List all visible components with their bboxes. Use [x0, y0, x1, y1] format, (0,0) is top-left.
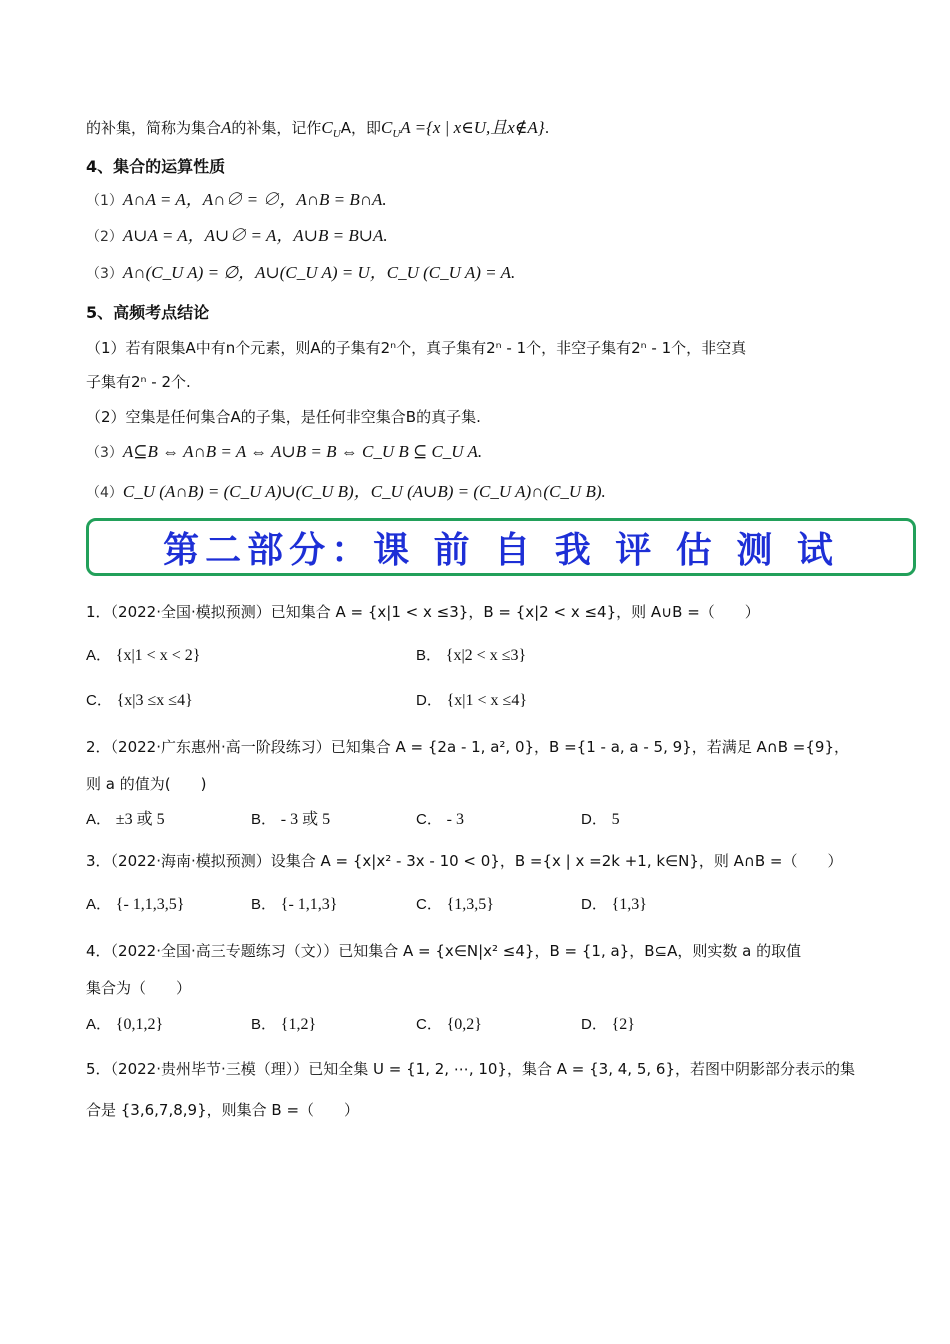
item-label: （3） — [86, 445, 123, 461]
question-text: （2022·广东惠州·高一阶段练习）已知集合 A = {2a - 1, a², 0}，B ={1 - a, a - 5, 9}，若满足 A∩B ={9}， — [110, 738, 849, 756]
section5-item4 — [86, 481, 606, 504]
section5-title: 5、高频考点结论 — [86, 303, 210, 322]
section5-item1-line2: 子集有2ⁿ - 2个. — [86, 373, 191, 391]
question-5-stem-cont: 合是 {3,6,7,8,9}，则集合 B =（ ） — [86, 1101, 360, 1119]
section5-item3 — [86, 441, 482, 464]
question-4-stem — [86, 940, 801, 962]
item-formula: A∪A = A，A∪∅ = A，A∪B = B∪A. — [122, 226, 388, 245]
q1-option-d[interactable] — [416, 689, 527, 712]
section5-item2: （2）空集是任何集合A的子集，是任何非空集合B的真子集. — [86, 408, 481, 426]
intro-formula — [380, 118, 545, 140]
option-value: {- 1,1,3,5} — [115, 896, 185, 913]
section-banner — [86, 518, 916, 576]
option-value: {2} — [611, 1016, 635, 1033]
option-letter: D． — [581, 811, 607, 828]
q4-option-a[interactable] — [86, 1013, 163, 1036]
banner-title: 第二部分：课 前 自 我 评 估 测 试 — [163, 529, 839, 571]
option-letter: C． — [86, 692, 112, 709]
question-text: （2022·海南·模拟预测）设集合 A = {x|x² - 3x - 10 < 0}，B ={x | x =2k +1, k∈N}，则 A∩B =（ ） — [110, 852, 843, 870]
section4-item-3 — [86, 262, 515, 285]
option-letter: C． — [416, 1016, 442, 1033]
question-1-stem — [86, 601, 760, 623]
section5-item1-line1: （1）若有限集A中有n个元素，则A的子集有2ⁿ个，真子集有2ⁿ - 1个，非空子集有2ⁿ - 1个，非空真 — [86, 339, 747, 357]
option-letter: D． — [581, 1016, 607, 1033]
item-label: （1） — [86, 193, 123, 209]
item-formula: A∩A = A，A∩∅ = ∅，A∩B = B∩A. — [122, 190, 387, 209]
item-label: （3） — [86, 266, 123, 282]
item-formula: A∩(C_U A) = ∅，A∪(C_U A) = U，C_U (C_U A) = A. — [122, 263, 516, 282]
option-letter: B． — [251, 896, 277, 913]
section4-item-2 — [86, 225, 388, 248]
formula-sub: U — [392, 128, 401, 140]
question-text: （2022·贵州毕节·三模（理））已知全集 U = {1, 2, ⋯, 10}，集合 A = {3, 4, 5, 6}，若图中阴影部分表示的集 — [110, 1060, 855, 1078]
intro-complement — [321, 118, 341, 140]
question-text: （2022·全国·高三专题练习（文））已知集合 A = {x∈N|x² ≤4}，B = {1, a}，B⊆A，则实数 a 的取值 — [110, 942, 802, 960]
option-value: {x|1 < x ≤4} — [446, 692, 527, 709]
option-value: - 3 或 5 — [280, 811, 331, 828]
q3-option-a[interactable] — [86, 893, 184, 916]
q4-option-d[interactable] — [581, 1013, 635, 1036]
question-number: 2． — [86, 738, 111, 756]
q1-option-b[interactable] — [416, 644, 526, 667]
option-value: 5 — [611, 811, 620, 828]
intro-text-a: 的补集，简称为集合 — [86, 119, 222, 137]
question-number: 4． — [86, 942, 111, 960]
option-value: {0,1,2} — [115, 1016, 164, 1033]
option-value: {- 1,1,3} — [280, 896, 338, 913]
option-letter: A． — [86, 811, 112, 828]
q2-option-b[interactable] — [251, 808, 330, 831]
q4-option-c[interactable] — [416, 1013, 482, 1036]
option-letter: B． — [251, 1016, 277, 1033]
question-number: 1． — [86, 603, 111, 621]
option-value: ±3 或 5 — [115, 811, 165, 828]
item-label: （4） — [86, 485, 123, 501]
complement-c: C — [321, 118, 333, 137]
intro-set-a: A — [221, 118, 232, 137]
intro-end: . — [544, 119, 550, 137]
question-3-stem — [86, 850, 843, 872]
option-letter: A． — [86, 647, 112, 664]
q1-option-c[interactable] — [86, 689, 193, 712]
question-5-stem — [86, 1058, 855, 1080]
q4-option-b[interactable] — [251, 1013, 316, 1036]
question-number: 3． — [86, 852, 111, 870]
option-letter: A． — [86, 896, 112, 913]
formula-c: C — [380, 118, 393, 137]
option-letter: C． — [416, 896, 442, 913]
question-4-stem-cont: 集合为（ ） — [86, 979, 192, 997]
q3-option-b[interactable] — [251, 893, 337, 916]
option-letter: D． — [581, 896, 607, 913]
intro-line — [86, 117, 549, 145]
option-letter: A． — [86, 1016, 112, 1033]
q2-option-c[interactable] — [416, 808, 464, 831]
option-letter: B． — [251, 811, 277, 828]
complement-sub: U — [332, 128, 341, 140]
option-value: {1,3} — [611, 896, 647, 913]
section4-item-1 — [86, 189, 387, 212]
item-label: （2） — [86, 229, 123, 245]
option-value: {1,3,5} — [446, 896, 494, 913]
option-letter: D． — [416, 692, 442, 709]
intro-text-c: A，即 — [340, 119, 381, 137]
item-formula: A⊆B ⇔ A∩B = A ⇔ A∪B = B ⇔ C_U B ⊆ C_U A. — [122, 442, 483, 461]
q3-option-c[interactable] — [416, 893, 494, 916]
section4-title: 4、集合的运算性质 — [86, 157, 226, 176]
q1-option-a[interactable] — [86, 644, 200, 667]
option-letter: B． — [416, 647, 442, 664]
question-number: 5． — [86, 1060, 111, 1078]
option-value: {x|3 ≤x ≤4} — [116, 692, 193, 709]
option-letter: C． — [416, 811, 442, 828]
option-value: {0,2} — [446, 1016, 482, 1033]
q2-option-d[interactable] — [581, 808, 620, 831]
option-value: - 3 — [446, 811, 464, 828]
formula-rest: A ={x | x∈U,且x∉A} — [400, 118, 545, 137]
option-value: {x|2 < x ≤3} — [445, 647, 527, 664]
option-value: {1,2} — [280, 1016, 317, 1033]
q2-option-a[interactable] — [86, 808, 165, 831]
question-2-stem-cont: 则 a 的值为( ) — [86, 775, 207, 793]
question-2-stem — [86, 736, 849, 758]
option-value: {x|1 < x < 2} — [115, 647, 201, 664]
q3-option-d[interactable] — [581, 893, 647, 916]
item-formula: C_U (A∩B) = (C_U A)∪(C_U B)，C_U (A∪B) = (C_U A)∩(C_U B). — [122, 482, 606, 501]
question-text: （2022·全国·模拟预测）已知集合 A = {x|1 < x ≤3}，B = {x|2 < x ≤4}，则 A∪B =（ ） — [110, 603, 760, 621]
intro-text-b: 的补集，记作 — [231, 119, 322, 137]
